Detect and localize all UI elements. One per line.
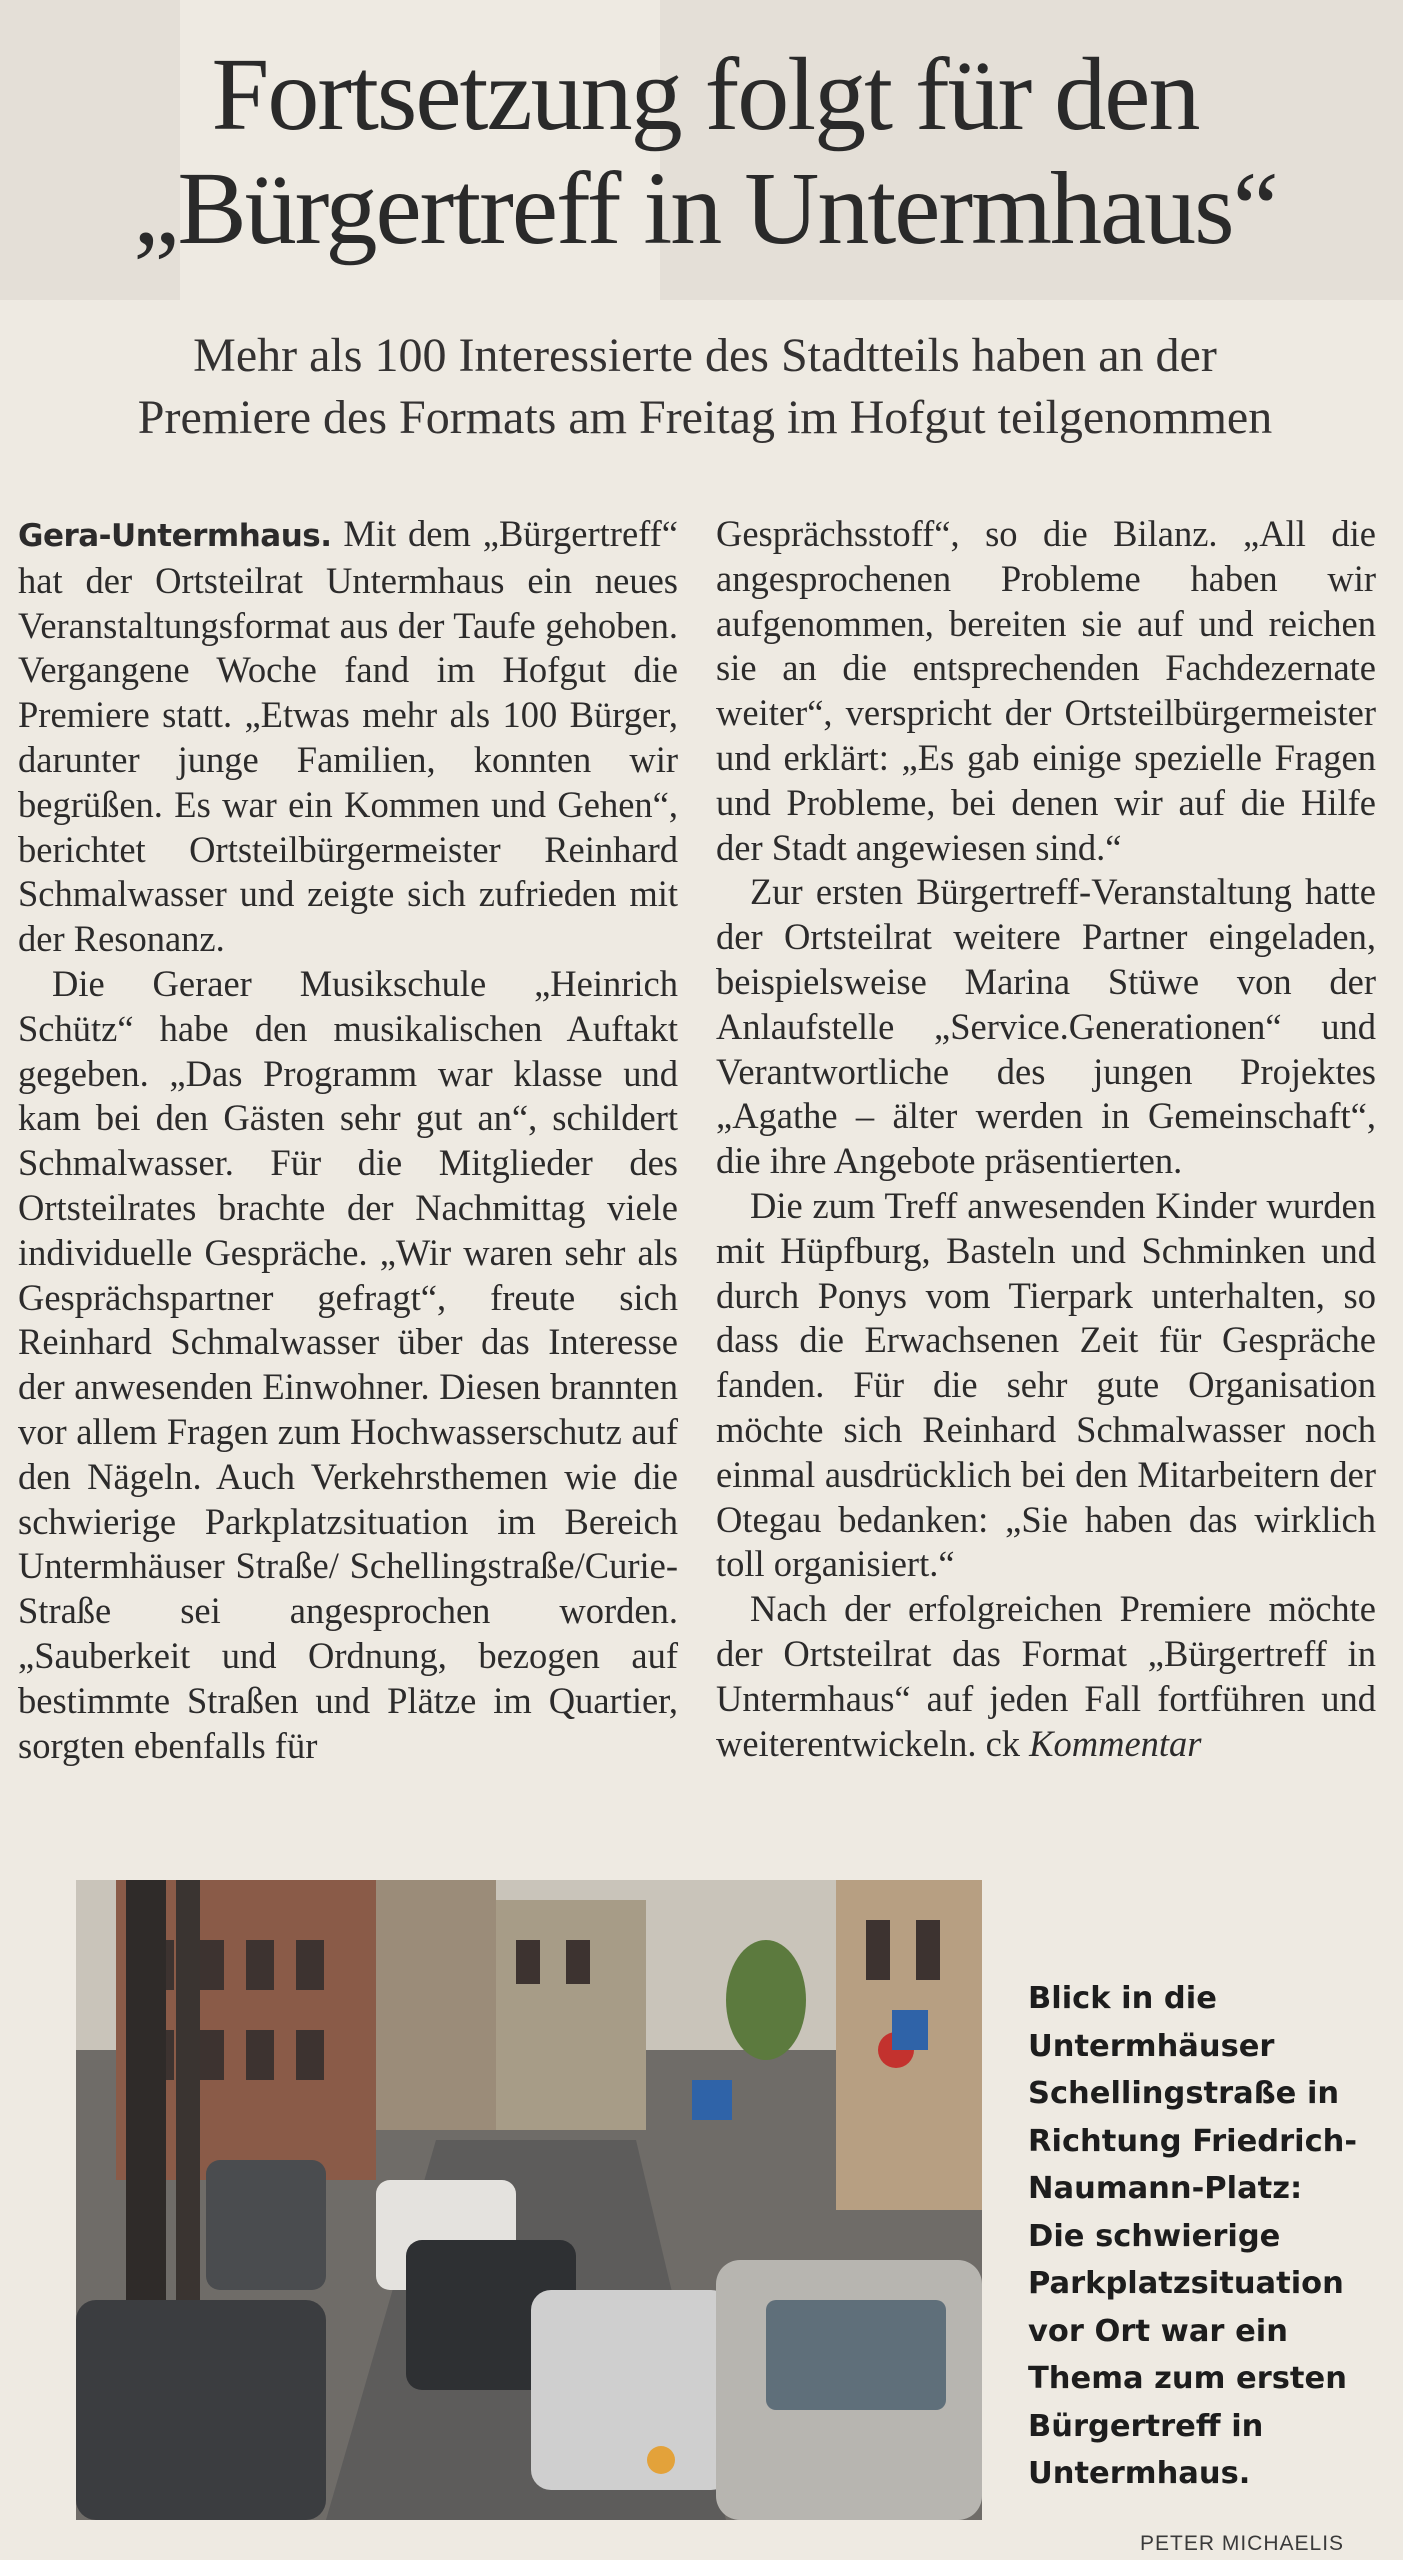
paragraph-2: Die Geraer Musikschule „Heinrich Schütz“ habe den musikalischen Auftakt gegeben. „Das Programm war klasse und kam bei den Gästen sehr gut an“, schildert Schmalwasser. Für die Mitglieder des Ortsteilrates brachte der Nachmittag viele individuelle Gespräche. „Wir waren sehr als Gesprächspartner gefragt“, freute sich Reinhard Schmalwasser über das Interesse der anwesenden Einwohner. Diesen brannten vor allem Fragen zum Hochwasserschutz auf den Nägeln. Auch Verkehrsthemen wie die schwierige Parkplatzsituation im Bereich Untermhäuser Straße/ Schellingstraße/Curie-Straße sei angesprochen worden. „Sauberkeit und Ordnung, bezogen auf bestimmte Straßen und Plätze im Quartier, sorgten ebenfalls für: [18, 962, 678, 1766]
paragraph-1-text: Mit dem „Bürgertreff“ hat der Ortsteilrat Untermhaus ein neues Veranstaltungsformat aus der Taufe gehoben. Vergangene Woche fand im Hofgut die Premiere statt. „Etwas mehr als 100 Bürger, darunter junge Familien, konnten wir begrüßen. Es war ein Kommen und Gehen“, berichtet Ortsteilbürgermeister Reinhard Schmalwasser und zeigte sich zufrieden mit der Resonanz.: [18, 513, 678, 960]
article-column-left: [18, 512, 678, 1768]
paragraph-4: Zur ersten Bürgertreff-Veranstaltung hatte der Ortsteilrat weitere Partner eingeladen, beispielsweise Marina Stüwe von der Anlaufstelle „Service.Generationen“ und Verantwortliche des jungen Projektes „Agathe – älter werden in Gemeinschaft“, die ihre Angebote präsentierten.: [716, 871, 1376, 1182]
article-headline: [40, 38, 1370, 266]
subhead-line-1: Mehr als 100 Interessierte des Stadtteils haben an der: [193, 329, 1217, 382]
dateline: Gera-Untermhaus.: [18, 518, 332, 554]
photo-illustration: [76, 1880, 982, 2520]
paragraph-1: [18, 512, 678, 962]
street-traffic-photo: [76, 1880, 982, 2520]
subhead-line-2: Premiere des Formats am Freitag im Hofgut teilgenommen: [137, 391, 1273, 444]
paragraph-5: Die zum Treff anwesenden Kinder wurden mit Hüpfburg, Basteln und Schminken und durch Ponys vom Tierpark unterhalten, so dass die Erwachsenen Zeit für Gespräche fanden. Für die sehr gute Organisation möchte sich Reinhard Schmalwasser noch einmal ausdrücklich bei den Mitarbeitern der Otegau bedanken: „Sie haben das wirklich toll organisiert.“: [716, 1184, 1376, 1585]
paragraph-6-text: Nach der erfolgreichen Premiere möchte der Ortsteilrat das Format „Bürgertreff in Untermhaus“ auf jeden Fall fortführen und weiterentwickeln. ck: [716, 1588, 1376, 1764]
kommentar-reference: Kommentar: [1029, 1722, 1202, 1764]
paragraph-3: Gesprächsstoff“, so die Bilanz. „All die angesprochenen Probleme haben wir aufgenommen, bereiten sie auf und reichen sie an die entsprechenden Fachdezernate weiter“, verspricht der Ortsteilbürgermeister und erklärt: „Es gab einige spezielle Fragen und Probleme, bei denen wir auf die Hilfe der Stadt angewiesen sind.“: [716, 513, 1376, 868]
article-subheadline: [40, 325, 1370, 449]
headline-line-2: „Bürgertreff in Untermhaus“: [133, 151, 1277, 266]
photo-caption: Blick in die Untermhäuser Schellingstraße in Richtung Friedrich-Naumann-Platz: Die schwierige Parkplatzsituation vor Ort war ein Thema zum ersten Bürgertreff in Untermhaus.: [1028, 1981, 1358, 2491]
paragraph-6: [716, 1587, 1376, 1766]
article-column-right: [716, 512, 1376, 1766]
headline-line-1: Fortsetzung folgt für den: [211, 37, 1199, 152]
photo-credit: PETER MICHAELIS: [1140, 2532, 1345, 2555]
